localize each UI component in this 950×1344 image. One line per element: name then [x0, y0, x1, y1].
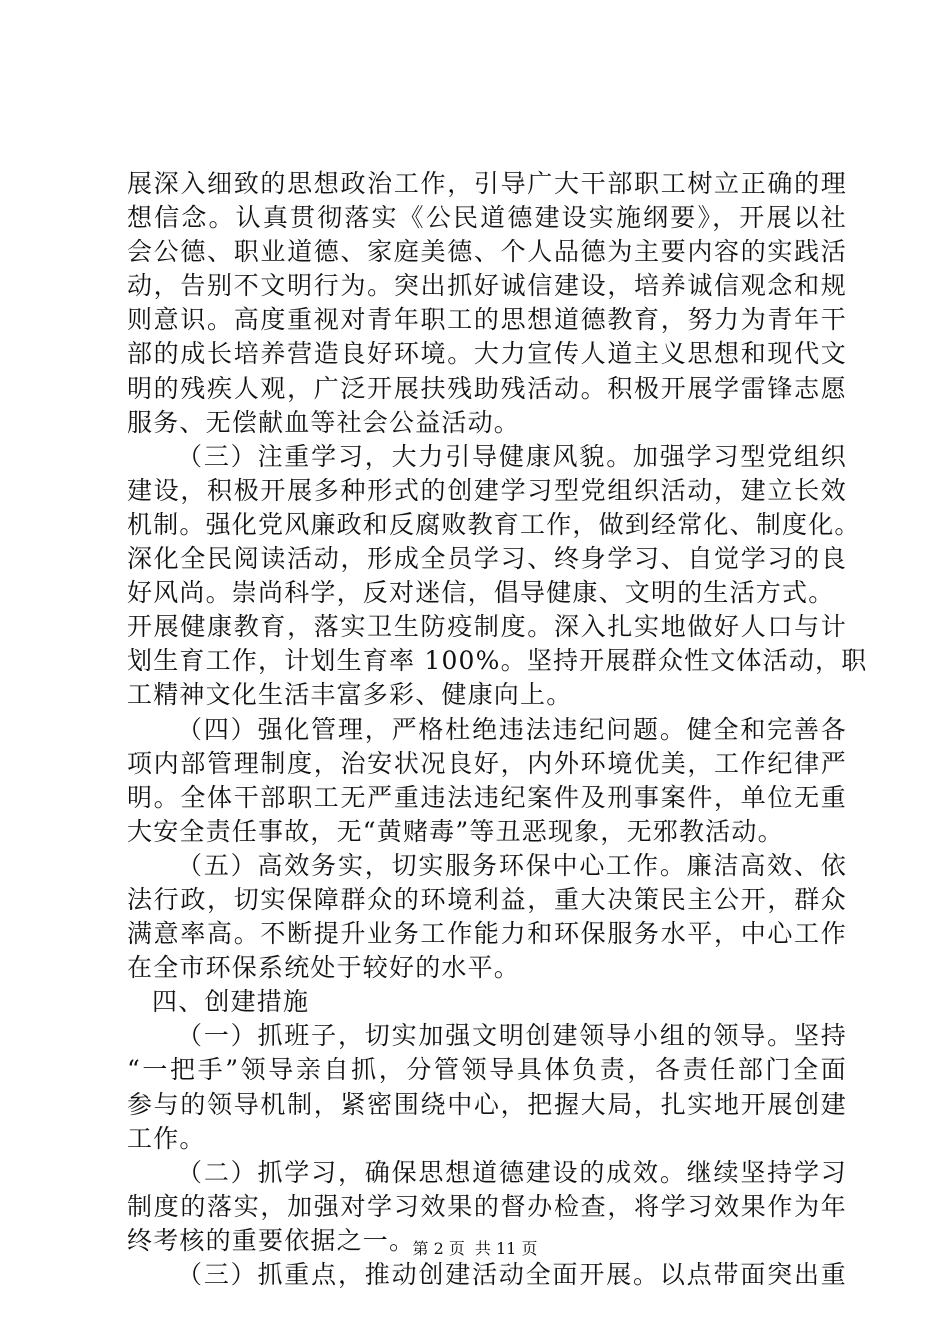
text-line: 服务、无偿献血等社会公益活动。 [127, 407, 521, 437]
page-number: 第 2 页 [412, 1239, 465, 1258]
text-line: 明的残疾人观，广泛开展扶残助残活动。积极开展学雷锋志愿 [127, 373, 847, 403]
text-line: 划生育工作，计划生育率 100%。坚持开展群众性文体活动，职 [127, 646, 868, 676]
section-heading [127, 985, 847, 1019]
text-line: 在全市环保系统处于较好的水平。 [127, 953, 521, 983]
paragraph [127, 713, 847, 849]
text-line: 工精神文化生活丰富多彩、健康向上。 [127, 680, 573, 710]
text-line: 部的成长培养营造良好环境。大力宣传人道主义思想和现代文 [127, 339, 847, 369]
text-line: （二）抓学习，确保思想道德建设的成效。继续坚持学习 [177, 1157, 847, 1187]
paragraph [127, 440, 868, 713]
paragraph [127, 849, 847, 985]
text-line: （一）抓班子，切实加强文明创建领导小组的领导。坚持 [177, 1021, 847, 1051]
text-line: 制度的落实，加强对学习效果的督办检查，将学习效果作为年 [127, 1191, 847, 1221]
text-line: 机制。强化党风廉政和反腐败教育工作，做到经常化、制度化。 [127, 509, 861, 539]
text-line: 项内部管理制度，治安状况良好，内外环境优美，工作纪律严 [127, 748, 847, 778]
text-line: 开展健康教育，落实卫生防疫制度。深入扎实地做好人口与计 [127, 612, 847, 642]
document-body [127, 167, 868, 1292]
text-line: 参与的领导机制，紧密围绕中心，把握大局，扎实地开展创建 [127, 1089, 847, 1119]
text-line: 终考核的重要依据之一。 [127, 1225, 416, 1255]
paragraph [127, 167, 847, 440]
text-line: （五）高效务实，切实服务环保中心工作。廉洁高效、依 [177, 850, 847, 880]
text-line: 好风尚。崇尚科学，反对迷信，倡导健康、文明的生活方式。 [127, 578, 835, 608]
text-line: “一把手”领导亲自抓，分管领导具体负责，各责任部门全面 [127, 1055, 847, 1085]
text-line: 动，告别不文明行为。突出抓好诚信建设，培养诚信观念和规 [127, 271, 847, 301]
text-line: 会公德、职业道德、家庭美德、个人品德为主要内容的实践活 [127, 237, 847, 267]
text-line: 大安全责任事故，无“黄赌毒”等丑恶现象，无邪教活动。 [127, 816, 784, 846]
text-line: （三）抓重点，推动创建活动全面开展。以点带面突出重 [177, 1260, 847, 1289]
text-line: 想信念。认真贯彻落实《公民道德建设实施纲要》，开展以社 [127, 203, 847, 233]
text-line: （三）注重学习，大力引导健康风貌。加强学习型党组织 [177, 441, 847, 471]
page-footer [0, 1239, 950, 1259]
text-line: 四、创建措施 [152, 987, 310, 1017]
text-line: 则意识。高度重视对青年职工的思想道德教育，努力为青年干 [127, 305, 847, 335]
text-line: 法行政，切实保障群众的环境利益，重大决策民主公开，群众 [127, 884, 847, 914]
text-line: 明。全体干部职工无严重违法违纪案件及刑事案件，单位无重 [127, 782, 847, 812]
paragraph [127, 1019, 847, 1155]
text-line: 展深入细致的思想政治工作，引导广大干部职工树立正确的理 [127, 169, 847, 198]
text-line: 建设，积极开展多种形式的创建学习型党组织活动，建立长效 [127, 475, 847, 505]
text-line: 工作。 [127, 1123, 206, 1153]
paragraph [127, 1258, 847, 1292]
text-line: 深化全民阅读活动，形成全员学习、终身学习、自觉学习的良 [127, 544, 847, 574]
page-total: 共 11 页 [474, 1239, 538, 1258]
text-line: （四）强化管理，严格杜绝违法违纪问题。健全和完善各 [177, 714, 847, 744]
text-line: 满意率高。不断提升业务工作能力和环保服务水平，中心工作 [127, 919, 847, 949]
